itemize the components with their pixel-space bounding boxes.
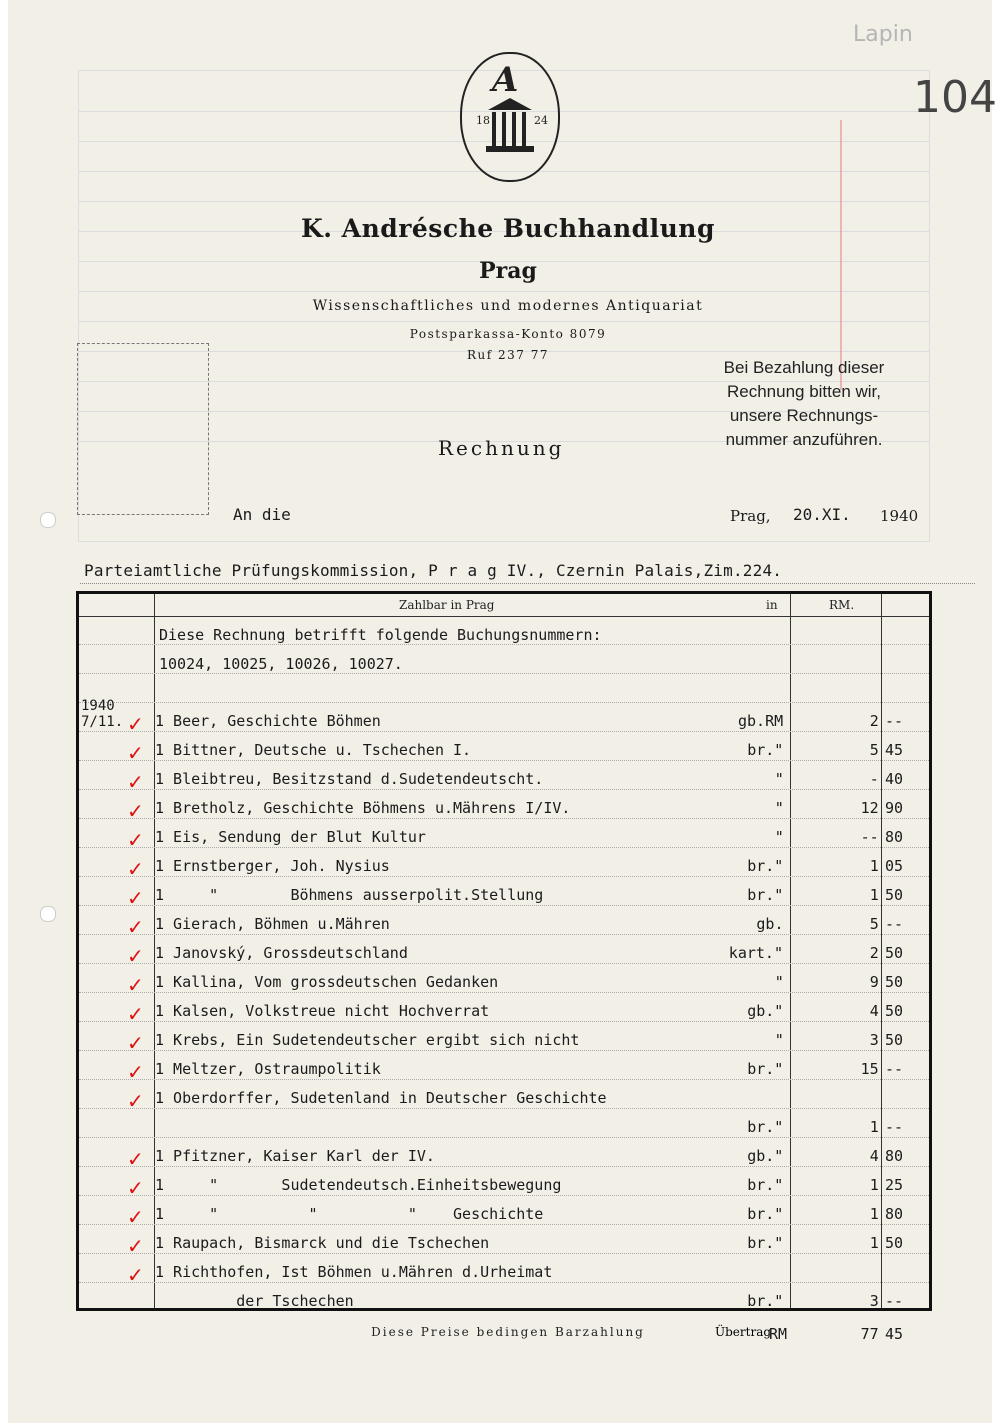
red-check-mark: ✓	[127, 828, 144, 852]
note-line: 10024, 10025, 10026, 10027.	[159, 655, 403, 673]
archive-pencil-faint: Lapin	[853, 22, 913, 47]
line-item-binding: gb.RM	[738, 712, 784, 730]
line-item-pfennig: --	[885, 1292, 904, 1310]
line-item-marks: 1	[869, 1118, 879, 1136]
red-check-mark: ✓	[127, 1234, 144, 1258]
line-item-marks: 5	[869, 915, 879, 933]
line-item-binding: br."	[747, 1205, 784, 1223]
red-check-mark: ✓	[127, 1031, 144, 1055]
line-item-marks: 1	[869, 1176, 879, 1194]
line-item-binding: "	[774, 799, 784, 817]
header-currency: RM.	[829, 598, 855, 612]
line-item-binding: br."	[747, 1060, 784, 1078]
firm-name: K. Andrésche Buchhandlung	[301, 214, 715, 243]
line-item-pfennig: 50	[885, 1002, 904, 1020]
phone-number: Ruf 237 77	[466, 348, 549, 362]
line-item-marks: 4	[869, 1147, 879, 1165]
line-item-binding: br."	[747, 1292, 784, 1310]
line-item-marks: 9	[869, 973, 879, 991]
line-item-marks: -	[869, 770, 879, 788]
line-item-binding: gb."	[747, 1002, 784, 1020]
line-item: 1 Oberdorffer, Sudetenland in Deutscher Geschichte	[155, 1089, 607, 1107]
red-check-mark: ✓	[127, 1205, 144, 1229]
line-item-pfennig: 25	[885, 1176, 904, 1194]
line-item-pfennig: 50	[885, 944, 904, 962]
payment-stamp: Bei Bezahlung dieser Rechnung bitten wir, unsere Rechnungs- nummer anzuführen.	[723, 358, 885, 449]
addressee: Parteiamtliche Prüfungskommission, P r a g IV., Czernin Palais,Zim.224.	[84, 561, 783, 580]
red-check-mark: ✓	[127, 1176, 144, 1200]
red-check-mark: ✓	[127, 857, 144, 881]
invoice-paper	[8, 0, 997, 1423]
temple-roof	[488, 98, 532, 110]
place-label: Prag,	[730, 507, 771, 525]
footer-note: Diese Preise bedingen Barzahlung	[371, 1325, 645, 1339]
line-item: der Tschechen	[155, 1292, 354, 1310]
line-item-binding: br."	[747, 886, 784, 904]
line-item-marks: 1	[869, 1234, 879, 1252]
red-check-mark: ✓	[127, 1089, 144, 1113]
line-item-pfennig: --	[885, 915, 904, 933]
line-item-binding: gb."	[747, 1147, 784, 1165]
punch-hole	[40, 512, 56, 528]
firm-description: Wissenschaftliches und modernes Antiquariat	[312, 298, 704, 314]
line-item-marks: 4	[869, 1002, 879, 1020]
line-item-marks: 12	[860, 799, 879, 817]
line-item: 1 " " " Geschichte	[155, 1205, 544, 1223]
line-item-pfennig: 50	[885, 1234, 904, 1252]
carry-over-label: Übertrag	[715, 1325, 772, 1339]
red-check-mark: ✓	[127, 770, 144, 794]
line-item-binding: kart."	[728, 944, 783, 962]
logo-year-left: 18	[476, 114, 490, 127]
red-check-mark: ✓	[127, 1263, 144, 1287]
line-item: 1 Krebs, Ein Sudetendeutscher ergibt sich nicht	[155, 1031, 580, 1049]
line-item: 1 Bleibtreu, Besitzstand d.Sudetendeutscht.	[155, 770, 544, 788]
line-item: 1 " Sudetendeutsch.Einheitsbewegung	[155, 1176, 562, 1194]
line-item-binding: "	[774, 1031, 784, 1049]
line-item: 1 Ernstberger, Joh. Nysius	[155, 857, 390, 875]
red-check-mark: ✓	[127, 712, 144, 736]
entry-date-day: 7/11.	[81, 714, 124, 730]
line-item-marks: 3	[869, 1292, 879, 1310]
line-item-marks: 15	[860, 1060, 879, 1078]
red-check-mark: ✓	[127, 915, 144, 939]
line-item: 1 Richthofen, Ist Böhmen u.Mähren d.Urheimat	[155, 1263, 553, 1281]
line-item-marks: 1	[869, 886, 879, 904]
line-item: 1 Beer, Geschichte Böhmen	[155, 712, 381, 730]
logo-year-right: 24	[534, 114, 548, 127]
line-item-marks: --	[860, 828, 879, 846]
line-item: 1 Kallina, Vom grossdeutschen Gedanken	[155, 973, 499, 991]
red-check-mark: ✓	[127, 944, 144, 968]
line-item-binding: br."	[747, 1176, 784, 1194]
red-check-mark: ✓	[127, 1060, 144, 1084]
postal-account: Postsparkassa-Konto 8079	[409, 327, 607, 341]
line-item: 1 Janovský, Grossdeutschland	[155, 944, 408, 962]
line-item: 1 Gierach, Böhmen u.Mähren	[155, 915, 390, 933]
line-item-marks: 2	[869, 944, 879, 962]
note-line: Diese Rechnung betrifft folgende Buchungsnummern:	[159, 626, 602, 644]
line-item-binding: "	[774, 973, 784, 991]
logo-letter: A	[492, 60, 519, 100]
invoice-date: 20.XI.	[793, 505, 851, 524]
carry-over-marks: 77	[860, 1325, 879, 1343]
line-item: 1 Meltzer, Ostraumpolitik	[155, 1060, 381, 1078]
line-item-binding: br."	[747, 1234, 784, 1252]
line-item: 1 Bittner, Deutsche u. Tschechen I.	[155, 741, 472, 759]
firm-city: Prag	[479, 258, 537, 284]
line-item-binding: "	[774, 770, 784, 788]
line-item-pfennig: 80	[885, 1147, 904, 1165]
red-check-mark: ✓	[127, 1147, 144, 1171]
line-item-pfennig: 90	[885, 799, 904, 817]
document-title: Rechnung	[438, 436, 565, 460]
line-item-marks: 1	[869, 857, 879, 875]
invoice-year: 1940	[880, 507, 919, 525]
header-in: in	[766, 598, 778, 612]
punch-hole	[40, 906, 56, 922]
red-check-mark: ✓	[127, 1002, 144, 1026]
line-item-binding: gb.	[756, 915, 784, 933]
line-item-pfennig: 50	[885, 886, 904, 904]
line-item: 1 Kalsen, Volkstreue nicht Hochverrat	[155, 1002, 490, 1020]
archive-pencil-number: 104	[913, 72, 997, 123]
line-item-pfennig: --	[885, 1118, 904, 1136]
line-item: 1 Bretholz, Geschichte Böhmens u.Mährens I/IV.	[155, 799, 571, 817]
publisher-logo	[460, 52, 560, 182]
line-item-pfennig: 80	[885, 828, 904, 846]
line-item: 1 Raupach, Bismarck und die Tschechen	[155, 1234, 490, 1252]
line-item-pfennig: 40	[885, 770, 904, 788]
dotted-box	[77, 343, 209, 515]
recipient-prefix: An die	[233, 505, 291, 524]
line-item-binding: br."	[747, 741, 784, 759]
entry-date-year: 1940	[81, 698, 115, 714]
line-item: 1 Pfitzner, Kaiser Karl der IV.	[155, 1147, 435, 1165]
line-item-marks: 2	[869, 712, 879, 730]
line-item-marks: 1	[869, 1205, 879, 1223]
temple-base	[486, 146, 534, 152]
red-check-mark: ✓	[127, 973, 144, 997]
line-item-pfennig: 50	[885, 973, 904, 991]
line-item-pfennig: 45	[885, 741, 904, 759]
line-item-pfennig: --	[885, 1060, 904, 1078]
line-item: 1 " Böhmens ausserpolit.Stellung	[155, 886, 544, 904]
line-item-pfennig: --	[885, 712, 904, 730]
line-item-pfennig: 50	[885, 1031, 904, 1049]
carry-over-currency: RM	[769, 1325, 788, 1343]
line-item: 1 Eis, Sendung der Blut Kultur	[155, 828, 426, 846]
red-check-mark: ✓	[127, 741, 144, 765]
line-item-binding: br."	[747, 1118, 784, 1136]
red-check-mark: ✓	[127, 886, 144, 910]
carry-over-pfennig: 45	[885, 1325, 904, 1343]
line-item-marks: 5	[869, 741, 879, 759]
header-payable: Zahlbar in Prag	[399, 598, 495, 612]
line-item-pfennig: 80	[885, 1205, 904, 1223]
line-item-pfennig: 05	[885, 857, 904, 875]
line-item-marks: 3	[869, 1031, 879, 1049]
line-item-binding: br."	[747, 857, 784, 875]
red-check-mark: ✓	[127, 799, 144, 823]
line-item-binding: "	[774, 828, 784, 846]
